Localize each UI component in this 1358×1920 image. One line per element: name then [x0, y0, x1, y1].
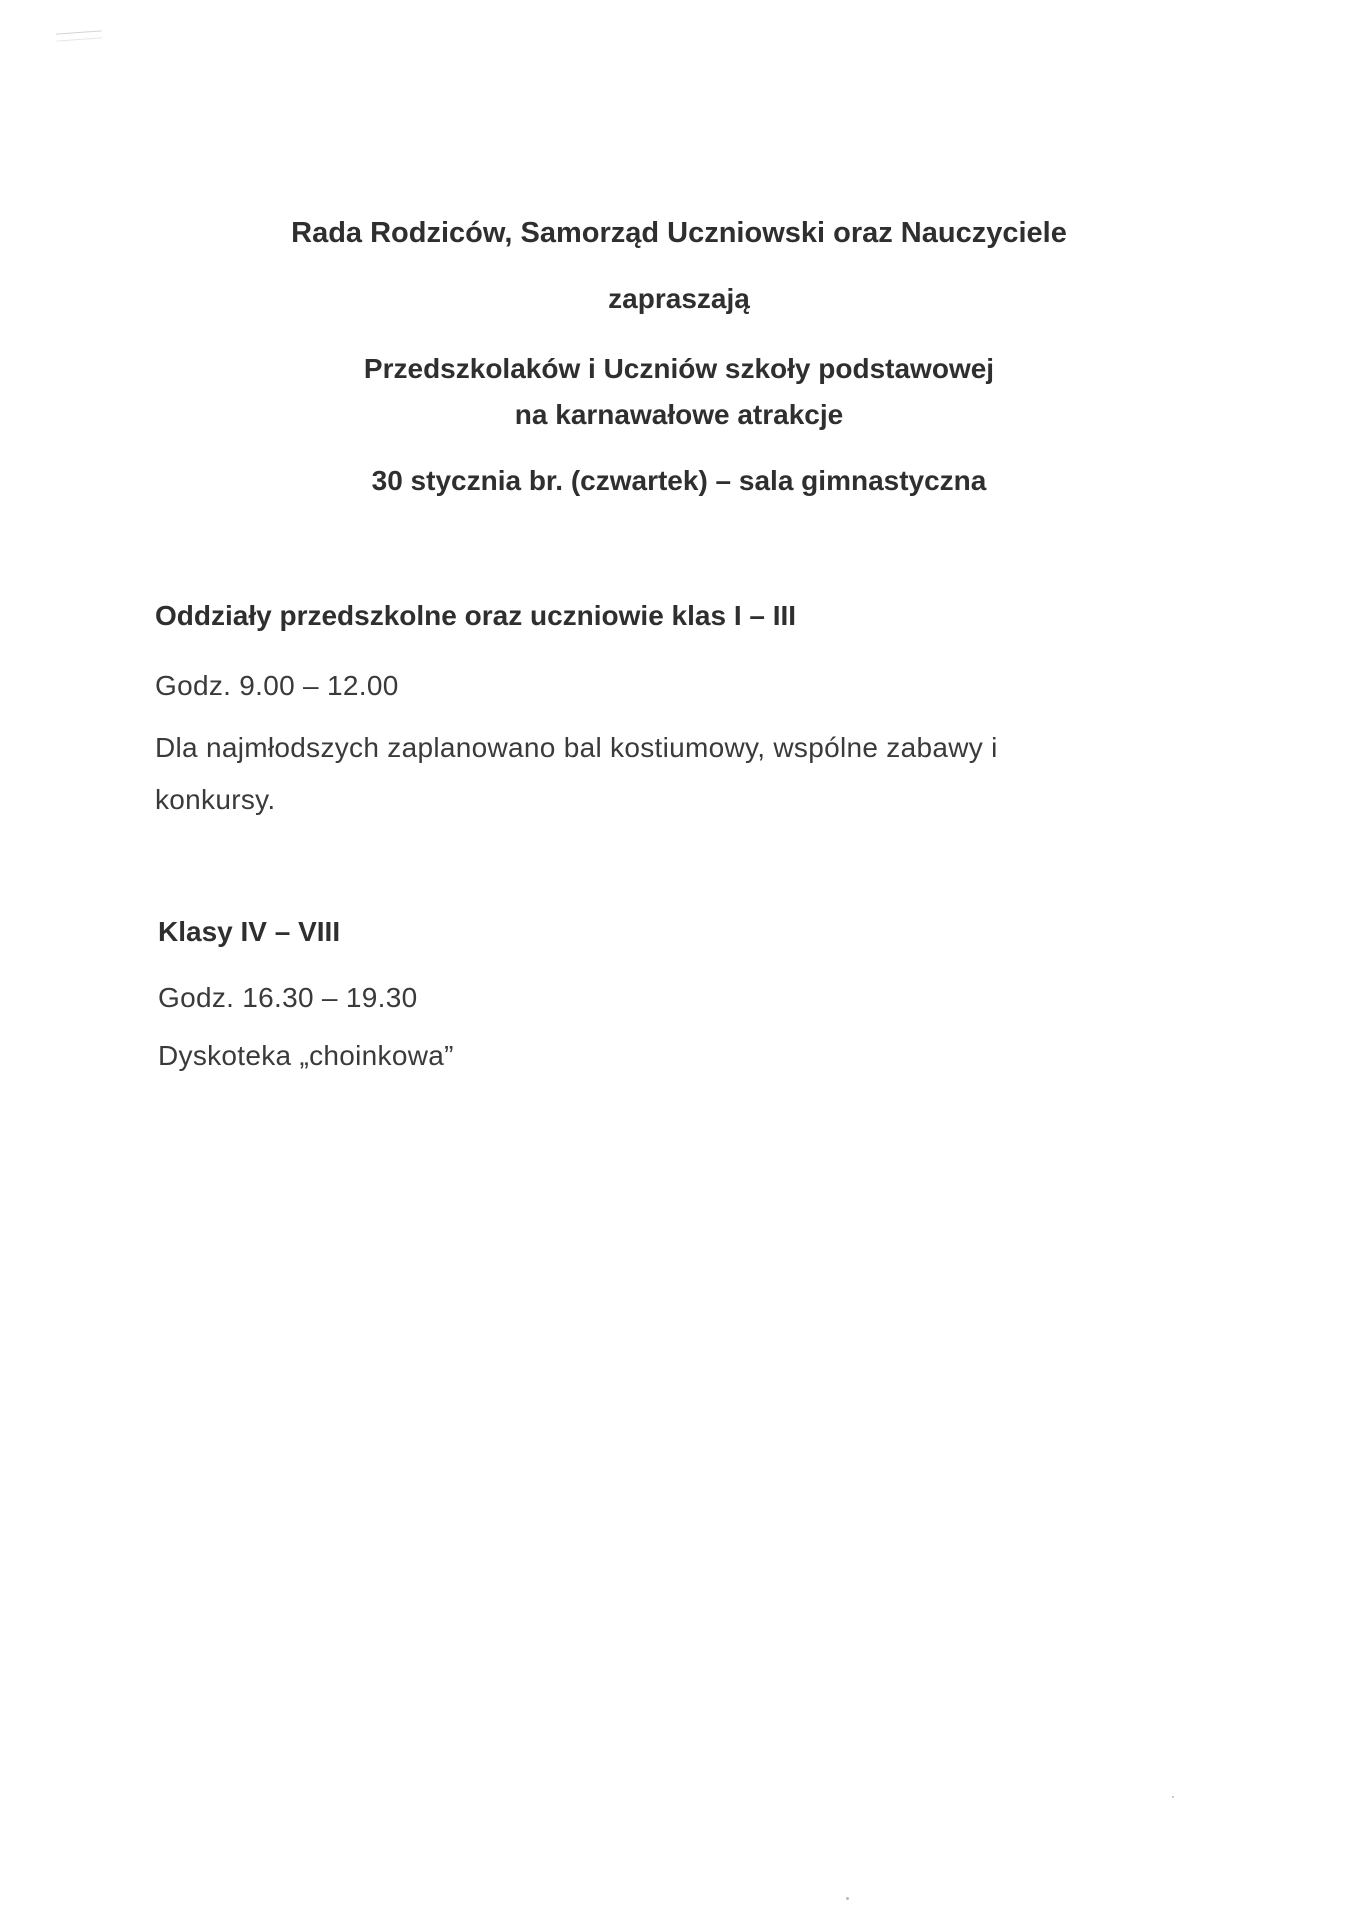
- header-invites: zapraszają: [608, 283, 750, 314]
- section-description: Dla najmłodszych zaplanowano bal kostiumowy, wspólne zabawy i: [155, 732, 998, 763]
- scan-speck: [1172, 1796, 1174, 1798]
- header-event: na karnawałowe atrakcje: [514, 399, 844, 430]
- section-hours: Godz. 16.30 – 19.30: [158, 982, 418, 1013]
- section-description-cont: konkursy.: [155, 784, 276, 815]
- section-description: Dyskoteka „choinkowa”: [158, 1040, 454, 1071]
- scan-artifact: [56, 30, 102, 41]
- section-title: Klasy IV – VIII: [158, 916, 341, 947]
- header-organizers: Rada Rodziców, Samorząd Uczniowski oraz Nauczyciele: [291, 217, 1067, 249]
- scan-speck: [846, 1897, 849, 1900]
- header-date-place: 30 stycznia br. (czwartek) – sala gimnastyczna: [371, 465, 987, 496]
- header-audience: Przedszkolaków i Uczniów szkoły podstawowej: [363, 353, 995, 384]
- section-hours: Godz. 9.00 – 12.00: [155, 670, 399, 701]
- section-title: Oddziały przedszkolne oraz uczniowie klas I – III: [155, 600, 797, 631]
